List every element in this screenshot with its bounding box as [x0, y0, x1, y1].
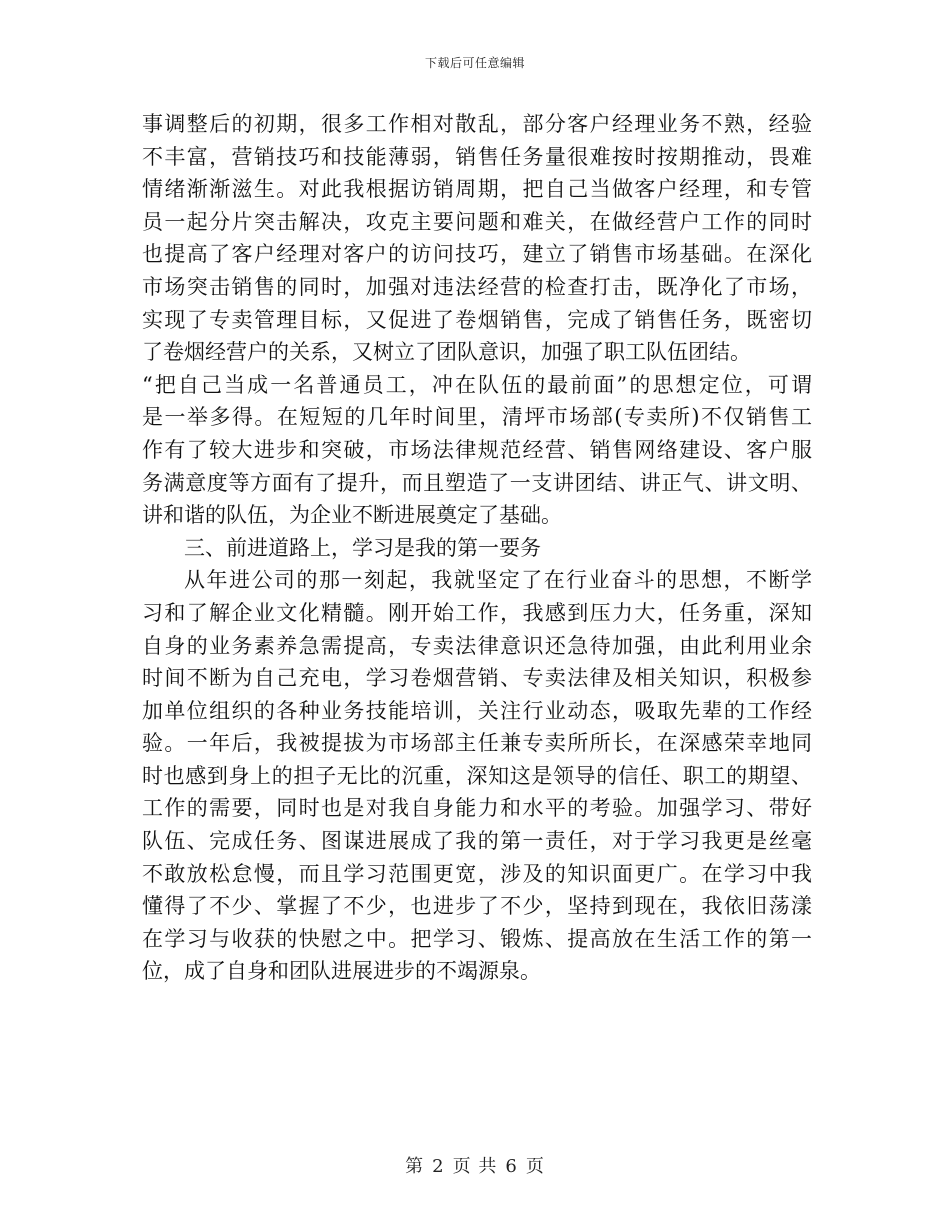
text-line: 懂得了不少、掌握了不少，也进步了不少，坚持到现在，我依旧荡漾	[142, 894, 812, 919]
text-line: 工作的需要，同时也是对我自身能力和水平的考验。加强学习、带好	[142, 796, 812, 821]
body-text	[142, 108, 812, 988]
text-line: 不丰富，营销技巧和技能薄弱，销售任务量很难按时按期推动，畏难	[142, 144, 812, 169]
text-line: 实现了专卖管理目标，又促进了卷烟销售，完成了销售任务，既密切	[142, 307, 812, 332]
text-line: 时间不断为自己充电，学习卷烟营销、专卖法律及相关知识，积极参	[142, 666, 812, 691]
text-line: 时也感到身上的担子无比的沉重，深知这是领导的信任、职工的期望、	[142, 763, 812, 788]
text-line: 验。一年后，我被提拔为市场部主任兼专卖所所长，在深感荣幸地同	[142, 731, 812, 756]
text-line: 不敢放松怠慢，而且学习范围更宽，涉及的知识面更广。在学习中我	[142, 861, 812, 886]
text-line: 了卷烟经营户的关系，又树立了团队意识，加强了职工队伍团结。	[142, 340, 751, 365]
page-footer	[0, 1152, 950, 1178]
current-page-number: 2	[432, 1156, 445, 1177]
footer-prefix: 第	[405, 1156, 425, 1177]
text-line: 务满意度等方面有了提升，而且塑造了一支讲团结、讲正气、讲文明、	[142, 470, 812, 495]
text-line: 员一起分片突击解决，攻克主要问题和难关，在做经营户工作的同时	[142, 209, 812, 234]
total-page-count: 6	[505, 1156, 518, 1177]
page-header: 下载后可任意编辑	[424, 56, 525, 70]
text-line: 加单位组织的各种业务技能培训，关注行业动态，吸取先辈的工作经	[142, 698, 812, 723]
text-line: 从年进公司的那一刻起，我就坚定了在行业奋斗的思想，不断学	[184, 568, 812, 593]
text-line: 位，成了自身和团队进展进步的不竭源泉。	[142, 959, 541, 984]
text-line: 在学习与收获的快慰之中。把学习、锻炼、提高放在生活工作的第一	[142, 926, 812, 951]
text-line: 习和了解企业文化精髓。刚开始工作，我感到压力大，任务重，深知	[142, 600, 812, 625]
text-line: 是一举多得。在短短的几年时间里，清坪市场部(专卖所)不仅销售工	[142, 405, 812, 430]
footer-middle: 页 共	[452, 1156, 498, 1177]
footer-suffix: 页	[525, 1156, 545, 1177]
text-line: 事调整后的初期，很多工作相对散乱，部分客户经理业务不熟，经验	[142, 112, 812, 136]
text-line: 市场突击销售的同时，加强对违法经营的检查打击，既净化了市场，	[142, 274, 812, 299]
text-line: 也提高了客户经理对客户的访问技巧，建立了销售市场基础。在深化	[142, 242, 812, 267]
section-heading: 三、前进道路上，学习是我的第一要务	[184, 535, 541, 560]
text-line: 自身的业务素养急需提高，专卖法律意识还急待加强，由此利用业余	[142, 633, 812, 658]
text-line: 讲和谐的队伍，为企业不断进展奠定了基础。	[142, 503, 562, 528]
text-line: 队伍、完成任务、图谋进展成了我的第一责任，对于学习我更是丝毫	[142, 829, 812, 854]
text-line: “把自己当成一名普通员工，冲在队伍的最前面”的思想定位，可谓	[142, 372, 812, 397]
text-line: 作有了较大进步和突破，市场法律规范经营、销售网络建设、客户服	[142, 437, 812, 462]
text-line: 情绪渐渐滋生。对此我根据访销周期，把自己当做客户经理，和专管	[142, 177, 812, 202]
